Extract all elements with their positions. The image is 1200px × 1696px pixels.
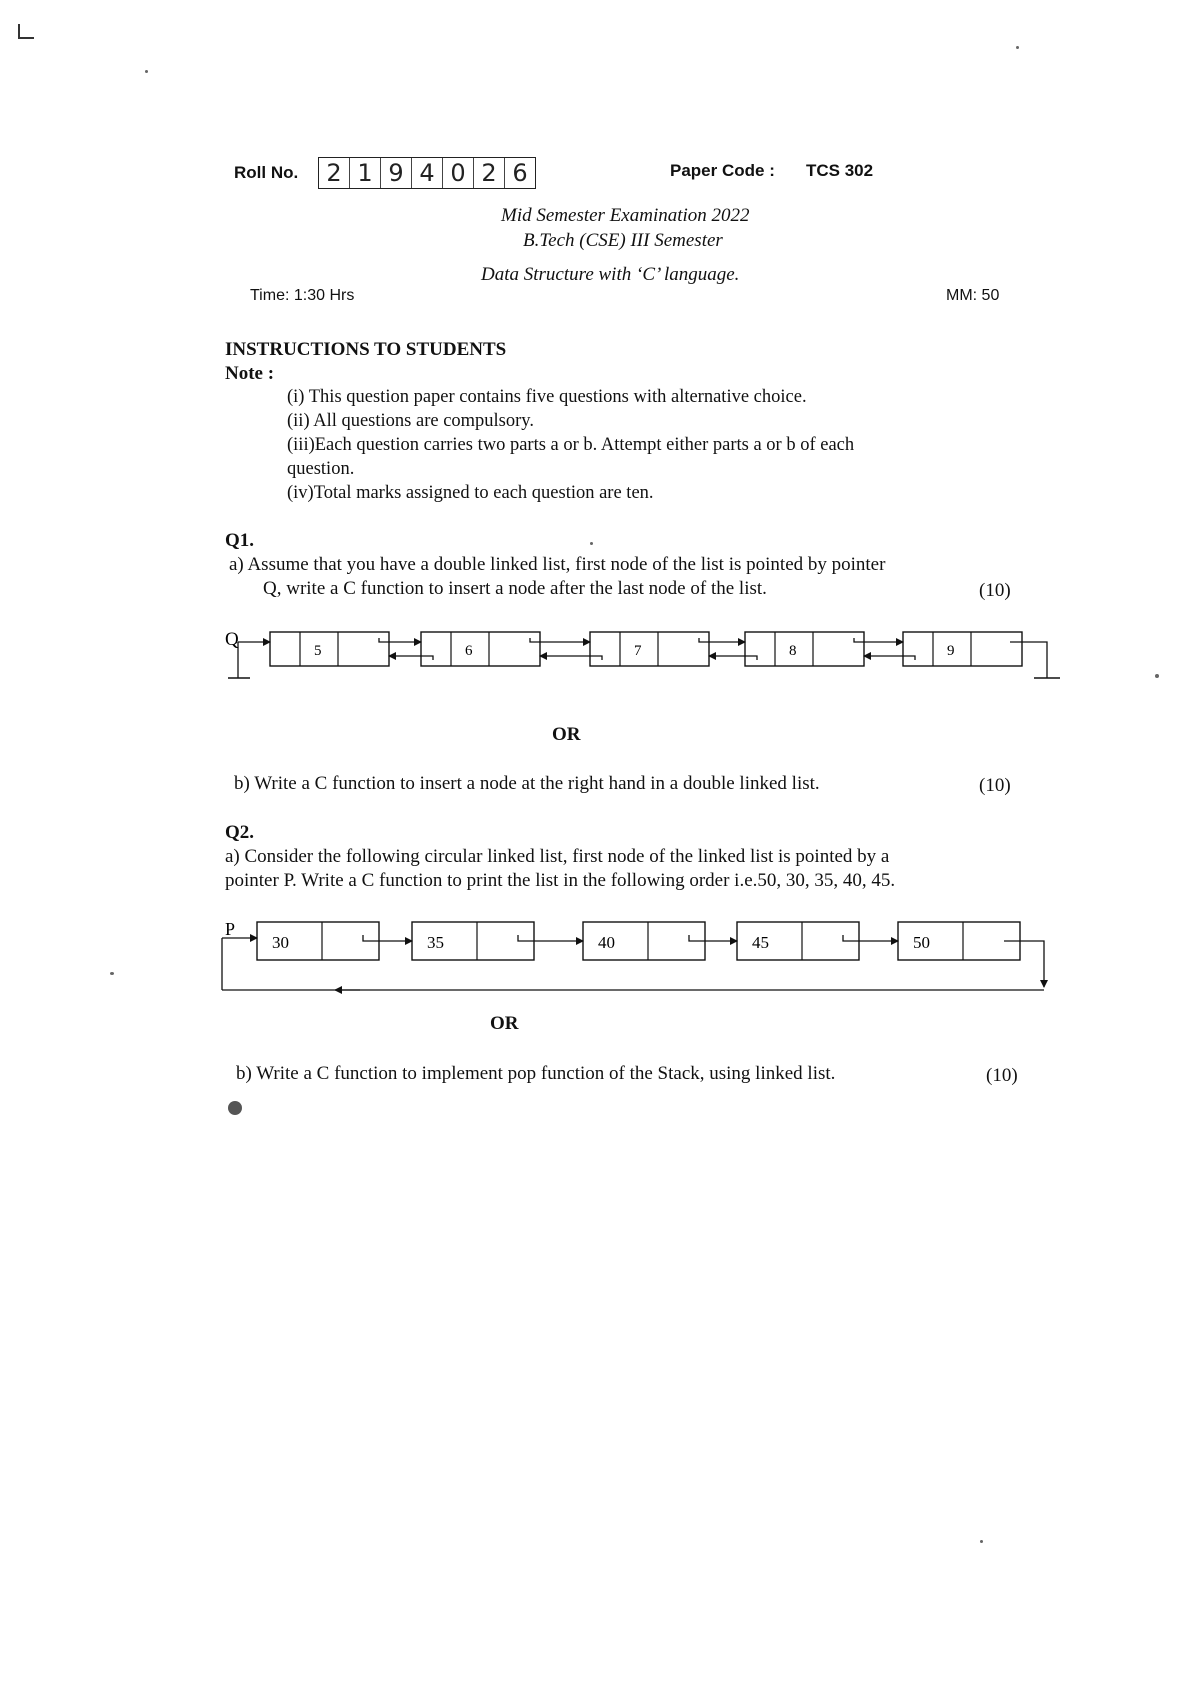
roll-digit: 0 [443,158,474,188]
paper-code: TCS 302 [806,161,874,180]
next-pointer-arrow [689,935,737,941]
scan-blot [228,1101,242,1115]
roll-digit: 4 [412,158,443,188]
roll-digit: 9 [381,158,412,188]
node-value: 35 [427,933,444,952]
list-node [270,632,389,666]
node-value: 45 [752,933,769,952]
node-value: 50 [913,933,930,952]
q2-label: Q2. [225,822,255,843]
exam-title: Mid Semester Examination 2022 [501,205,750,226]
scan-mark [18,24,20,38]
paper-code-label: Paper Code : [670,161,775,180]
pointer-q-label: Q [225,629,239,650]
exam-subject: Data Structure with ‘C’ language. [481,264,740,285]
scan-speck [1155,674,1159,678]
next-pointer-arrow [518,935,583,941]
next-pointer-arrow [699,638,745,642]
q1b: b) Write a C function to insert a node at the right hand in a double linked list. [234,773,820,794]
scan-speck [145,70,148,73]
null-link [1010,642,1047,678]
next-pointer-arrow [843,935,898,941]
list-node [745,632,864,666]
q2a-line2: pointer P. Write a C function to print the list in the following order i.e.50, 30, 35, 40, 45. [225,870,896,891]
q2b: b) Write a C function to implement pop function of the Stack, using linked list. [236,1063,836,1084]
scan-speck [980,1540,983,1543]
exam-time: Time: 1:30 Hrs [250,287,355,304]
node-value: 9 [947,643,955,659]
circular-linked-list-diagram [0,910,1200,1000]
node-value: 5 [314,643,322,659]
roll-digit: 2 [319,158,350,188]
instructions-heading: INSTRUCTIONS TO STUDENTS [225,339,507,360]
exam-program: B.Tech (CSE) III Semester [523,230,723,251]
q1-label: Q1. [225,530,255,551]
loop-down-arrow [1004,941,1044,987]
node-value: 7 [634,643,642,659]
q1a-marks: (10) [979,580,1011,601]
q2-or: OR [490,1013,519,1034]
prev-pointer-arrow [540,656,602,660]
scan-speck [1016,46,1019,49]
double-linked-list-diagram [0,620,1200,720]
q1b-marks: (10) [979,775,1011,796]
scan-mark [18,37,34,39]
instruction-item: (ii) All questions are compulsory. [287,411,534,431]
prev-pointer-arrow [864,656,915,660]
scan-speck [110,972,114,975]
roll-digit: 2 [474,158,505,188]
instruction-item: question. [287,459,355,479]
q2b-marks: (10) [986,1065,1018,1086]
node-value: 6 [465,643,473,659]
next-pointer-arrow [854,638,903,642]
roll-label: Roll No. [234,163,299,182]
scan-speck [590,542,593,545]
list-node [421,632,540,666]
q1-or: OR [552,724,581,745]
q1a-line1: a) Assume that you have a double linked list, first node of the list is pointed by pointer [229,554,886,575]
prev-pointer-arrow [709,656,757,660]
prev-pointer-arrow [389,656,433,660]
node-value: 40 [598,933,615,952]
node-value: 8 [789,643,797,659]
node-value: 30 [272,933,289,952]
roll-number-box [318,157,536,189]
next-pointer-arrow [363,935,412,941]
instruction-item: (iii)Each question carries two parts a or b. Attempt either parts a or b of each [287,435,855,455]
q1a-line2: Q, write a C function to insert a node after the last node of the list. [263,578,767,599]
instruction-item: (iv)Total marks assigned to each question are ten. [287,483,654,503]
list-node [590,632,709,666]
instruction-item: (i) This question paper contains five questions with alternative choice. [287,387,807,407]
next-pointer-arrow [379,638,421,642]
next-pointer-arrow [530,638,590,642]
pointer-p-label: P [225,919,236,939]
note-label: Note : [225,363,275,384]
list-node [903,632,1022,666]
max-marks: MM: 50 [946,287,1000,304]
q2a-line1: a) Consider the following circular linked list, first node of the linked list is pointed by a [225,846,890,867]
roll-digit: 6 [512,159,528,187]
roll-digit: 1 [350,158,381,188]
